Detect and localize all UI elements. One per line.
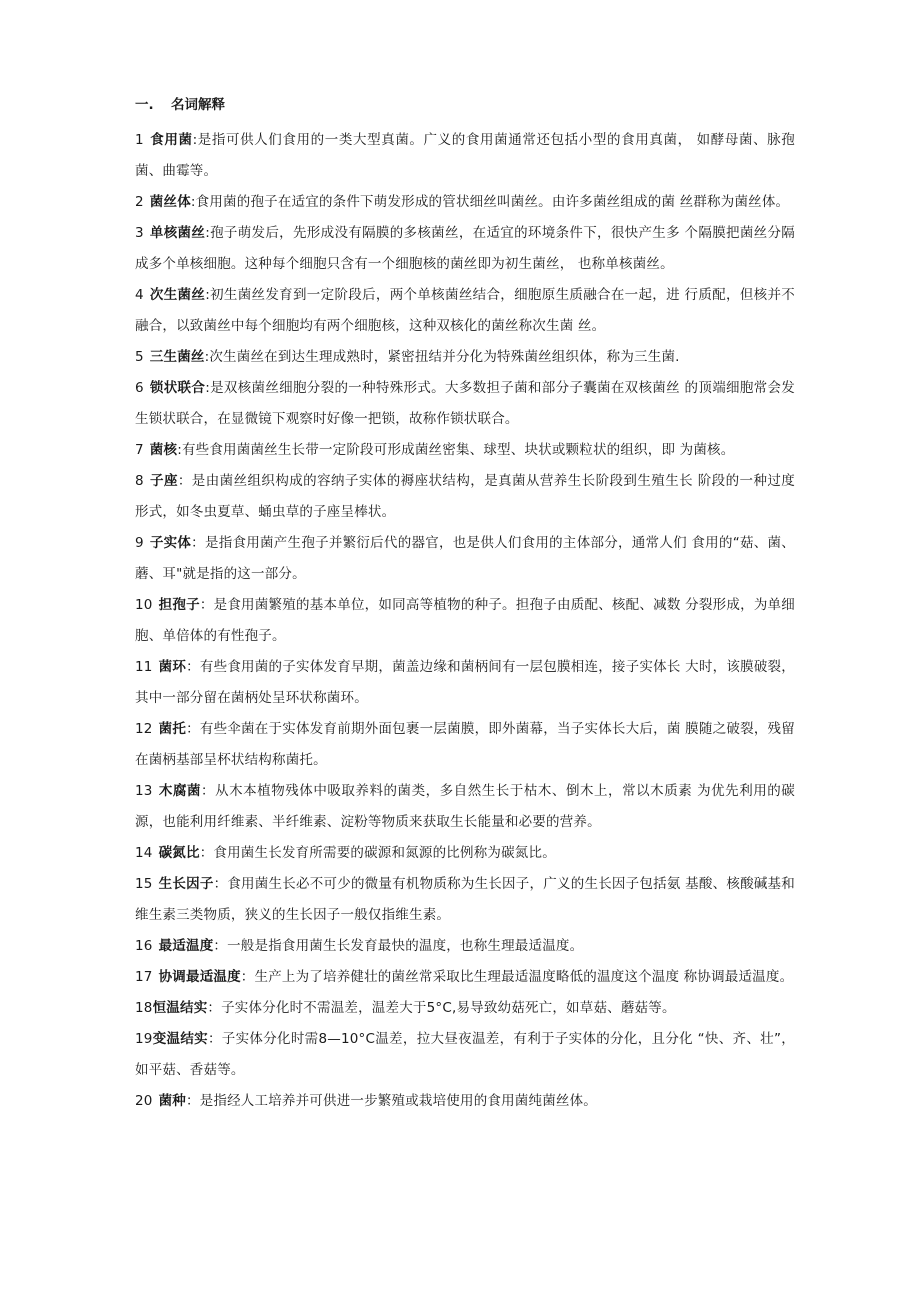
entry-definition: ：有些伞菌在于实体发育前期外面包裹一层菌膜，即外菌幕，当子实体长大后，菌 膜随之破裂，残留在菌柄基部呈杯状结构称菌托。 <box>135 721 795 768</box>
entry-term: 菌丝体 <box>149 194 191 210</box>
entry-definition: ：食用菌生长必不可少的微量有机物质称为生长因子，广义的生长因子包括氨 基酸、核酸碱基和维生素三类物质，狭义的生长因子一般仅指维生素。 <box>135 876 795 923</box>
entry-definition: ：是指食用菌产生孢子并繁衍后代的器官，也是供人们食用的主体部分，通常人们 食用的“菇、菌、蘑、耳"就是指的这一部分。 <box>135 535 795 582</box>
entry-definition: ：一般是指食用菌生长发育最快的温度，也称生理最适温度。 <box>213 938 584 954</box>
definition-entry <box>135 373 795 435</box>
entry-number: 14 <box>135 845 153 861</box>
entry-term: 木腐菌 <box>158 783 202 799</box>
definition-entry <box>135 714 795 776</box>
definition-entry <box>135 590 795 652</box>
entry-number: 12 <box>135 721 153 737</box>
entry-number: 9 <box>135 535 144 551</box>
entry-number: 13 <box>135 783 153 799</box>
definition-entry <box>135 466 795 528</box>
definition-entry <box>135 218 795 280</box>
entry-term: 食用菌 <box>149 132 193 148</box>
entry-term: 最适温度 <box>158 938 214 954</box>
entry-term: 单核菌丝 <box>149 225 206 241</box>
entry-term: 三生菌丝 <box>149 349 205 365</box>
entry-number: 11 <box>135 659 153 675</box>
entry-number: 19 <box>135 1031 153 1047</box>
entry-definition: ：是食用菌繁殖的基本单位，如同高等植物的种子。担孢子由质配、核配、减数 分裂形成，为单细胞、单倍体的有性孢子。 <box>135 597 795 644</box>
entry-number: 17 <box>135 969 153 985</box>
entry-term: 菌托 <box>158 721 187 737</box>
section-title: 名词解释 <box>171 97 225 113</box>
entry-term: 菌种 <box>158 1093 186 1109</box>
entry-definition: ：是由菌丝组织构成的容纳子实体的褥座状结构，是真菌从营养生长阶段到生殖生长 阶段的一种过度形式，如冬虫夏草、蛹虫草的子座呈棒状。 <box>135 473 795 520</box>
entry-definition: ：生产上为了培养健壮的菌丝常采取比生理最适温度略低的温度这个温度 称协调最适温度。 <box>240 969 794 985</box>
entry-definition: :有些食用菌菌丝生长带一定阶段可形成菌丝密集、球型、块状或颗粒状的组织，即 为菌核。 <box>177 442 735 458</box>
entry-number: 4 <box>135 287 144 303</box>
definition-entry <box>135 652 795 714</box>
definition-entry <box>135 776 795 838</box>
entry-term: 担孢子 <box>158 597 200 613</box>
definition-entry <box>135 869 795 931</box>
entry-term: 子座 <box>149 473 178 489</box>
entry-definition: :孢子萌发后，先形成没有隔膜的多核菌丝，在适宜的环境条件下，很快产生多 个隔膜把菌丝分隔成多个单核细胞。这种每个细胞只含有一个细胞核的菌丝即为初生菌丝， 也称单核菌丝。 <box>135 225 795 272</box>
entry-definition: :是指可供人们食用的一类大型真菌。广义的食用菌通常还包括小型的食用真菌， 如酵母菌、脉孢菌、曲霉等。 <box>135 132 795 179</box>
entry-number: 20 <box>135 1093 153 1109</box>
definition-entry <box>135 931 795 962</box>
entry-term: 菌核 <box>149 442 178 458</box>
entry-number: 18 <box>135 1000 153 1016</box>
definition-entry <box>135 125 795 187</box>
entry-term: 次生菌丝 <box>149 287 206 303</box>
entry-number: 6 <box>135 380 144 396</box>
entry-definition: ：食用菌生长发育所需要的碳源和氮源的比例称为碳氮比。 <box>199 845 556 861</box>
entry-term: 锁状联合 <box>149 380 206 396</box>
entry-term: 菌环 <box>158 659 187 675</box>
entry-number: 15 <box>135 876 153 892</box>
entry-term: 恒温结实 <box>152 1000 208 1016</box>
entry-definition: :初生菌丝发育到一定阶段后，两个单核菌丝结合，细胞原生质融合在一起，进 行质配，但核并不融合，以致菌丝中每个细胞均有两个细胞核，这种双核化的菌丝称次生菌 丝。 <box>135 287 795 334</box>
entry-definition: :是双核菌丝细胞分裂的一种特殊形式。大多数担子菌和部分子囊菌在双核菌丝 的顶端细胞常会发生锁状联合，在显微镜下观察时好像一把锁，故称作锁状联合。 <box>135 380 795 427</box>
definition-list <box>135 125 795 1117</box>
entry-definition: ：子实体分化时不需温差，温差大于5°C,易导致幼菇死亡，如草菇、蘑菇等。 <box>207 1000 676 1016</box>
definition-entry <box>135 280 795 342</box>
entry-number: 7 <box>135 442 144 458</box>
entry-definition: :次生菌丝在到达生理成熟时，紧密扭结并分化为特殊菌丝组织体，称为三生菌. <box>204 349 680 365</box>
entry-term: 子实体 <box>149 535 192 551</box>
definition-entry <box>135 435 795 466</box>
entry-term: 生长因子 <box>158 876 214 892</box>
entry-definition: ：有些食用菌的子实体发育早期，菌盖边缘和菌柄间有一层包膜相连，接子实体长 大时，该膜破裂，其中一部分留在菌柄处呈环状称菌环。 <box>135 659 795 706</box>
entry-definition: ：子实体分化时需8—10°C温差，拉大昼夜温差，有利于子实体的分化，且分化 “快、齐、壮”，如平菇、香菇等。 <box>135 1031 795 1078</box>
definition-entry <box>135 1024 795 1086</box>
entry-definition: ：从木本植物残体中吸取养料的菌类，多自然生长于枯木、倒木上，常以木质素 为优先利用的碳源，也能利用纤维素、半纤维素、淀粉等物质来获取生长能量和必要的营养。 <box>135 783 796 830</box>
entry-term: 协调最适温度 <box>158 969 241 985</box>
entry-number: 8 <box>135 473 144 489</box>
entry-number: 1 <box>135 132 144 148</box>
definition-entry <box>135 838 795 869</box>
entry-term: 变温结实 <box>152 1031 208 1047</box>
definition-entry <box>135 342 795 373</box>
entry-number: 2 <box>135 194 144 210</box>
section-number: 一. <box>135 97 154 113</box>
definition-entry <box>135 1086 795 1117</box>
document-content <box>135 94 795 1117</box>
section-heading <box>135 94 795 116</box>
entry-number: 3 <box>135 225 144 241</box>
definition-entry <box>135 993 795 1024</box>
entry-number: 5 <box>135 349 144 365</box>
entry-number: 16 <box>135 938 153 954</box>
entry-definition: :食用菌的孢子在适宜的条件下萌发形成的管状细丝叫菌丝。由许多菌丝组成的菌 丝群称为菌丝体。 <box>190 194 790 210</box>
entry-definition: ：是指经人工培养并可供进一步繁殖或栽培使用的食用菌纯菌丝体。 <box>186 1093 597 1109</box>
entry-number: 10 <box>135 597 153 613</box>
definition-entry <box>135 187 795 218</box>
definition-entry <box>135 962 795 993</box>
entry-term: 碳氮比 <box>158 845 200 861</box>
definition-entry <box>135 528 795 590</box>
